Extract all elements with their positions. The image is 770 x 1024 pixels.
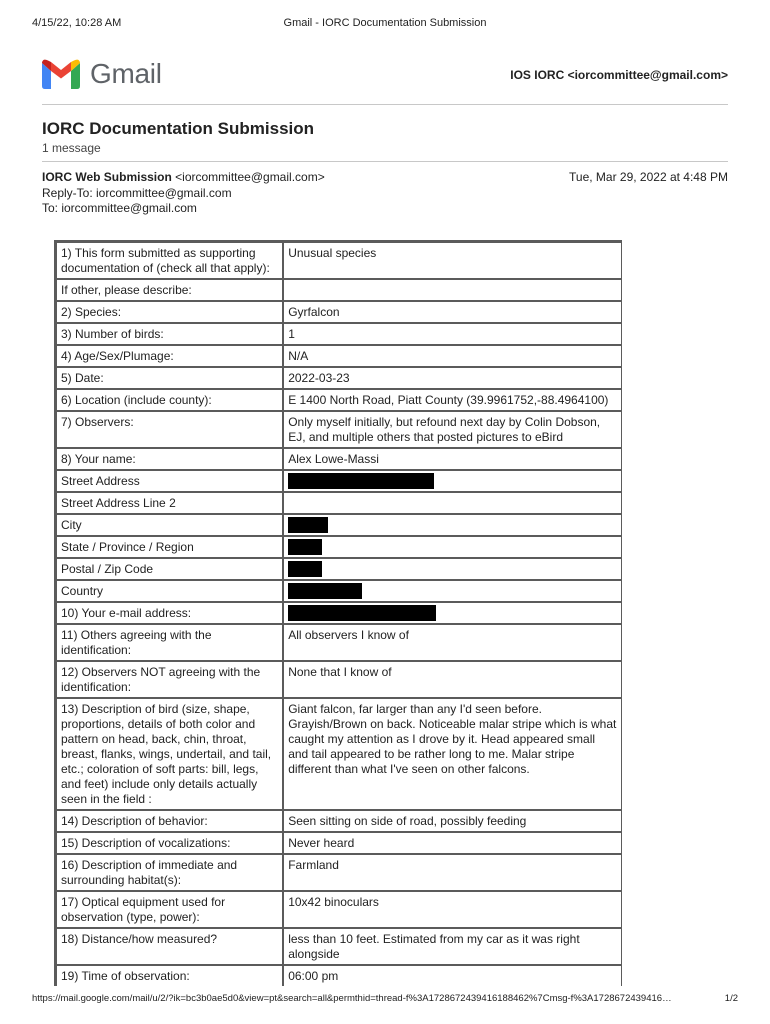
form-row [57,559,621,581]
form-question: 16) Description of immediate and surrounding habitat(s): [57,855,284,892]
form-question: 15) Description of vocalizations: [57,833,284,855]
form-answer [284,280,621,302]
form-question: Postal / Zip Code [57,559,284,581]
form-row [57,603,621,625]
form-question: 1) This form submitted as supporting documentation of (check all that apply): [57,243,284,280]
sent-date: Tue, Mar 29, 2022 at 4:48 PM [569,170,728,184]
gmail-logo-icon [42,59,80,89]
form-answer: E 1400 North Road, Piatt County (39.9961752,-88.4964100) [284,390,621,412]
form-answer: All observers I know of [284,625,621,662]
gmail-logo[interactable] [42,57,162,91]
form-row [57,449,621,471]
form-question: 19) Time of observation: [57,966,284,986]
form-answer: Unusual species [284,243,621,280]
sender-line [42,170,325,186]
form-question: 12) Observers NOT agreeing with the identification: [57,662,284,699]
form-answer [284,559,621,581]
form-answer: Only myself initially, but refound next day by Colin Dobson, EJ, and multiple others that posted pictures to eBird [284,412,621,449]
form-row [57,662,621,699]
form-question: 8) Your name: [57,449,284,471]
email-subject: IORC Documentation Submission [42,119,315,138]
form-row [57,471,621,493]
sender-address: <iorcommittee@gmail.com> [175,170,325,184]
form-row [57,243,621,280]
form-answer: Giant falcon, far larger than any I'd seen before. Grayish/Brown on back. Noticeable malar stripe which is what caught my attention as I drove by it. Head appeared small and tail appeared to be rather long to me. Malar stripe different than what I've seen on other falcons. [284,699,621,811]
form-row [57,966,621,986]
form-answer: 2022-03-23 [284,368,621,390]
form-answer: 10x42 binoculars [284,892,621,929]
form-row [57,280,621,302]
gmail-wordmark: Gmail [90,58,162,89]
form-question: 14) Description of behavior: [57,811,284,833]
form-row [57,811,621,833]
form-row [57,699,621,811]
message-count: 1 message [42,141,101,155]
form-row [57,368,621,390]
form-answer [284,581,621,603]
form-answer [284,537,621,559]
sender-name: IORC Web Submission [42,170,172,184]
form-question: Street Address [57,471,284,493]
form-answer [284,515,621,537]
form-answer: Seen sitting on side of road, possibly feeding [284,811,621,833]
form-row [57,493,621,515]
form-row [57,515,621,537]
form-row [57,581,621,603]
header-divider [42,104,728,105]
submission-table [54,240,622,986]
form-row [57,537,621,559]
form-answer: Alex Lowe-Massi [284,449,621,471]
form-row [57,892,621,929]
form-row [57,929,621,966]
form-answer: 06:00 pm [288,969,339,983]
form-row [57,855,621,892]
form-row [57,625,621,662]
account-label: IOS IORC <iorcommittee@gmail.com> [510,68,728,82]
form-question: 17) Optical equipment used for observation (type, power): [57,892,284,929]
redaction-block [288,561,322,577]
form-question: 3) Number of birds: [57,324,284,346]
form-question: 13) Description of bird (size, shape, proportions, details of both color and pattern on head, back, chin, throat, breast, flanks, wings, undertail, and tail, etc.; coloration of soft parts: bill, legs, and feet) include only details actually seen in the field : [57,699,284,811]
subject-divider [42,161,728,162]
redaction-block [288,583,362,599]
form-row [57,390,621,412]
form-question: If other, please describe: [57,280,284,302]
redaction-block [288,539,322,555]
page-number: 1/2 [724,993,738,1004]
form-question: 5) Date: [57,368,284,390]
form-answer: None that I know of [284,662,621,699]
form-answer: Gyrfalcon [284,302,621,324]
form-answer [284,471,621,493]
form-row [57,833,621,855]
form-answer: less than 10 feet. Estimated from my car as it was right alongside [284,929,621,966]
form-row [57,324,621,346]
form-question: Country [57,581,284,603]
form-question: 6) Location (include county): [57,390,284,412]
form-answer: Farmland [284,855,621,892]
form-question: State / Province / Region [57,537,284,559]
form-answer: 1 [284,324,621,346]
to-recipient: To: iorcommittee@gmail.com [42,201,197,215]
form-question: City [57,515,284,537]
print-url: https://mail.google.com/mail/u/2/?ik=bc3b0ae5d0&view=pt&search=all&permthid=thread-f%3A1728672439416188462%7Cmsg-f%3A1728672439416… [32,993,672,1004]
form-row [57,412,621,449]
form-question: 2) Species: [57,302,284,324]
redaction-block [288,605,436,621]
email-meta [42,170,325,217]
form-question: 11) Others agreeing with the identification: [57,625,284,662]
form-question: 7) Observers: [57,412,284,449]
form-answer [284,493,621,515]
redaction-block [288,517,328,533]
form-question: 4) Age/Sex/Plumage: [57,346,284,368]
form-row [57,302,621,324]
form-question: 18) Distance/how measured? [57,929,284,966]
redaction-block [288,473,434,489]
reply-to: Reply-To: iorcommittee@gmail.com [42,185,232,200]
form-question: 10) Your e-mail address: [57,603,284,625]
form-row [57,346,621,368]
print-page-title: Gmail - IORC Documentation Submission [283,17,487,29]
form-answer: Never heard [284,833,621,855]
form-answer: N/A [284,346,621,368]
form-answer [284,603,621,625]
form-question: Street Address Line 2 [57,493,284,515]
print-datetime: 4/15/22, 10:28 AM [32,17,122,29]
